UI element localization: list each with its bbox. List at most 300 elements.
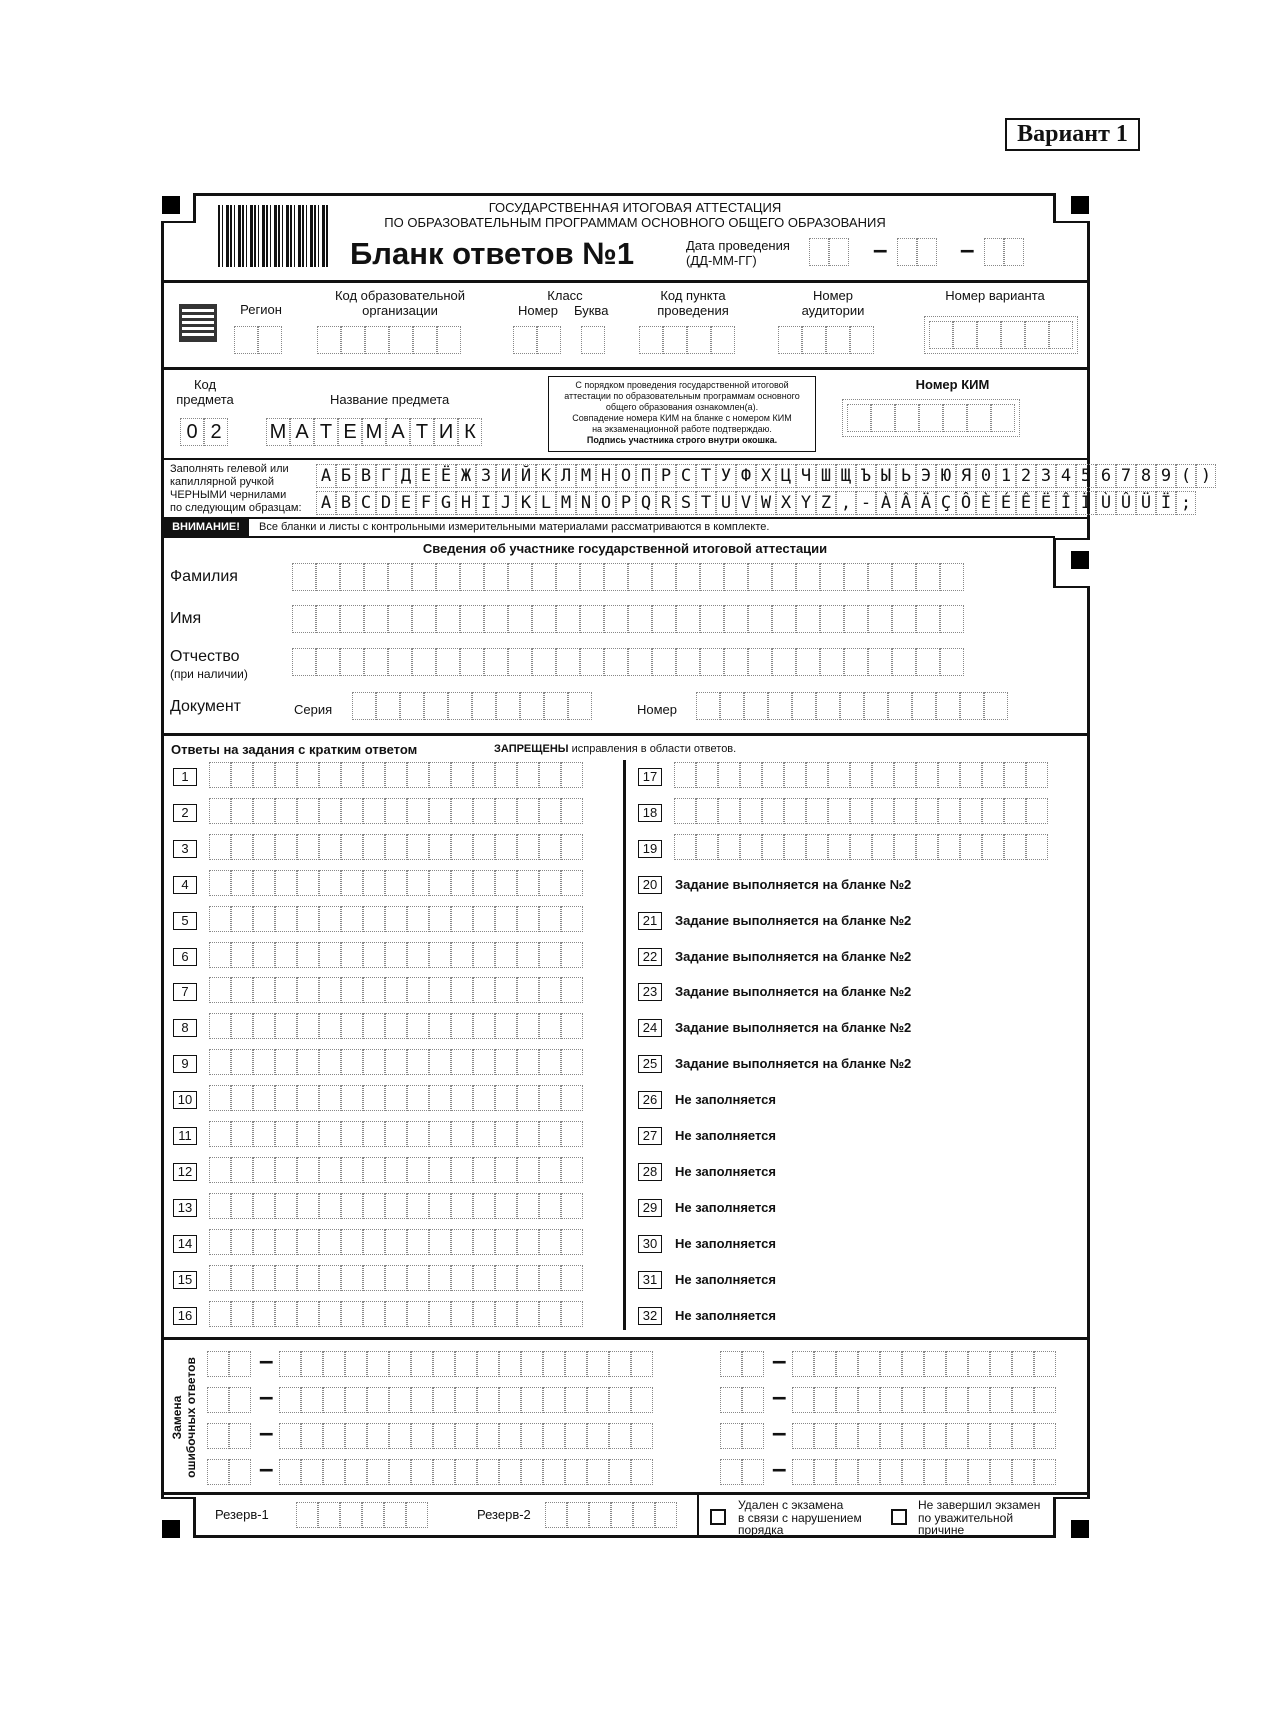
answer-cell[interactable] (1004, 762, 1026, 788)
replace-answer-cell[interactable] (836, 1459, 858, 1485)
answer-cell[interactable] (539, 762, 561, 788)
replace-task-cell[interactable] (742, 1423, 764, 1449)
replace-answer-cell[interactable] (279, 1351, 301, 1377)
answer-cells[interactable] (209, 977, 583, 1003)
answer-cell[interactable] (385, 1265, 407, 1291)
answer-cell[interactable] (231, 1157, 253, 1183)
answer-cell[interactable] (297, 1013, 319, 1039)
answer-cell[interactable] (429, 1049, 451, 1075)
answer-cell[interactable] (696, 762, 718, 788)
replace-answer-cell[interactable] (565, 1459, 587, 1485)
patronymic-cell[interactable] (364, 648, 388, 676)
replace-answer-cell[interactable] (814, 1423, 836, 1449)
reserve2-cell[interactable] (545, 1502, 567, 1528)
answer-cell[interactable] (275, 1229, 297, 1255)
answer-cell[interactable] (209, 1301, 231, 1327)
answer-cell[interactable] (341, 1121, 363, 1147)
replace-answer-cell[interactable] (543, 1423, 565, 1449)
answer-cells[interactable] (209, 762, 583, 788)
answer-cell[interactable] (231, 1229, 253, 1255)
auditorium-cells[interactable] (778, 326, 874, 354)
answer-cell[interactable] (674, 834, 696, 860)
reserve1-cell[interactable] (296, 1502, 318, 1528)
replace-task-cells[interactable] (720, 1423, 764, 1449)
answer-cell[interactable] (407, 1121, 429, 1147)
answer-cell[interactable] (495, 1085, 517, 1111)
replace-answer-cell[interactable] (946, 1387, 968, 1413)
name-cell[interactable] (292, 605, 316, 633)
replace-answer-cell[interactable] (902, 1351, 924, 1377)
answer-cell[interactable] (253, 870, 275, 896)
patronymic-cell[interactable] (892, 648, 916, 676)
replace-answer-cell[interactable] (367, 1459, 389, 1485)
answer-cell[interactable] (495, 1013, 517, 1039)
answer-cell[interactable] (341, 977, 363, 1003)
answer-cell[interactable] (297, 1157, 319, 1183)
replace-answer-cell[interactable] (521, 1351, 543, 1377)
replace-answer-cell[interactable] (279, 1387, 301, 1413)
replace-answer-cells[interactable] (792, 1459, 1056, 1485)
name-cell[interactable] (868, 605, 892, 633)
replace-answer-cells[interactable] (792, 1423, 1056, 1449)
answer-cells[interactable] (209, 1301, 583, 1327)
answer-cell[interactable] (253, 1121, 275, 1147)
reserve2-cell[interactable] (611, 1502, 633, 1528)
name-cell[interactable] (796, 605, 820, 633)
replace-answer-cell[interactable] (565, 1423, 587, 1449)
patronymic-cell[interactable] (484, 648, 508, 676)
name-cell[interactable] (508, 605, 532, 633)
answer-cell[interactable] (539, 1013, 561, 1039)
name-cell[interactable] (436, 605, 460, 633)
answer-cells[interactable] (209, 1013, 583, 1039)
surname-cell[interactable] (700, 563, 724, 591)
answer-cell[interactable] (429, 1301, 451, 1327)
replace-answer-cell[interactable] (521, 1459, 543, 1485)
name-cell[interactable] (772, 605, 796, 633)
answer-cell[interactable] (960, 798, 982, 824)
replace-answer-cell[interactable] (455, 1387, 477, 1413)
surname-cell[interactable] (868, 563, 892, 591)
answer-cell[interactable] (451, 1085, 473, 1111)
answer-cell[interactable] (828, 798, 850, 824)
answer-cell[interactable] (275, 977, 297, 1003)
surname-cell[interactable] (748, 563, 772, 591)
answer-cell[interactable] (253, 798, 275, 824)
answer-cells[interactable] (209, 906, 583, 932)
answer-cell[interactable] (429, 1013, 451, 1039)
replace-answer-cell[interactable] (902, 1387, 924, 1413)
answer-cell[interactable] (473, 1229, 495, 1255)
replace-answer-cell[interactable] (1012, 1423, 1034, 1449)
answer-cell[interactable] (297, 834, 319, 860)
replace-answer-cell[interactable] (792, 1351, 814, 1377)
doc-number-cell[interactable] (720, 692, 744, 720)
patronymic-cell[interactable] (796, 648, 820, 676)
answer-cell[interactable] (253, 977, 275, 1003)
answer-cell[interactable] (297, 1121, 319, 1147)
answer-cell[interactable] (209, 870, 231, 896)
answer-cell[interactable] (850, 834, 872, 860)
patronymic-cell[interactable] (940, 648, 964, 676)
replace-answer-cell[interactable] (389, 1387, 411, 1413)
answer-cell[interactable] (517, 870, 539, 896)
series-cell[interactable] (544, 692, 568, 720)
replace-answer-cell[interactable] (521, 1387, 543, 1413)
answer-cell[interactable] (275, 1193, 297, 1219)
replace-answer-cell[interactable] (902, 1459, 924, 1485)
doc-number-cell[interactable] (888, 692, 912, 720)
replace-task-cell[interactable] (229, 1423, 251, 1449)
replace-task-cell[interactable] (207, 1387, 229, 1413)
answer-cell[interactable] (363, 977, 385, 1003)
answer-cell[interactable] (561, 762, 583, 788)
answer-cell[interactable] (341, 942, 363, 968)
replace-answer-cell[interactable] (631, 1423, 653, 1449)
replace-answer-cell[interactable] (924, 1351, 946, 1377)
answer-cell[interactable] (674, 762, 696, 788)
answer-cell[interactable] (894, 762, 916, 788)
answer-cell[interactable] (718, 834, 740, 860)
replace-answer-cell[interactable] (1012, 1459, 1034, 1485)
replace-answer-cell[interactable] (858, 1387, 880, 1413)
replace-answer-cell[interactable] (1034, 1387, 1056, 1413)
replace-answer-cell[interactable] (836, 1351, 858, 1377)
patronymic-cell[interactable] (916, 648, 940, 676)
answer-cell[interactable] (451, 762, 473, 788)
surname-cell[interactable] (628, 563, 652, 591)
series-cell[interactable] (520, 692, 544, 720)
answer-cell[interactable] (561, 1193, 583, 1219)
answer-cell[interactable] (275, 798, 297, 824)
answer-cell[interactable] (209, 1265, 231, 1291)
name-cell[interactable] (652, 605, 676, 633)
surname-cell[interactable] (940, 563, 964, 591)
replace-answer-cell[interactable] (323, 1423, 345, 1449)
answer-cell[interactable] (473, 1049, 495, 1075)
answer-cell[interactable] (806, 762, 828, 788)
surname-cell[interactable] (580, 563, 604, 591)
answer-cell[interactable] (341, 798, 363, 824)
reserve1-cells[interactable] (296, 1502, 428, 1528)
region-cells[interactable] (234, 326, 282, 354)
series-cell[interactable] (472, 692, 496, 720)
answer-cell[interactable] (718, 762, 740, 788)
patronymic-cell[interactable] (724, 648, 748, 676)
surname-cells[interactable] (292, 563, 964, 591)
answer-cell[interactable] (385, 834, 407, 860)
answer-cell[interactable] (561, 1121, 583, 1147)
replace-answer-cell[interactable] (1034, 1423, 1056, 1449)
answer-cell[interactable] (539, 1121, 561, 1147)
patronymic-cell[interactable] (868, 648, 892, 676)
name-cell[interactable] (364, 605, 388, 633)
replace-answer-cell[interactable] (968, 1459, 990, 1485)
replace-answer-cell[interactable] (499, 1387, 521, 1413)
answer-cell[interactable] (209, 834, 231, 860)
patronymic-cell[interactable] (412, 648, 436, 676)
replace-task-cells[interactable] (720, 1351, 764, 1377)
answer-cell[interactable] (429, 906, 451, 932)
answer-cell[interactable] (674, 798, 696, 824)
replace-answer-cell[interactable] (836, 1387, 858, 1413)
doc-number-cell[interactable] (744, 692, 768, 720)
replace-answer-cell[interactable] (858, 1351, 880, 1377)
answer-cell[interactable] (275, 1013, 297, 1039)
answer-cells[interactable] (209, 942, 583, 968)
answer-cell[interactable] (363, 1157, 385, 1183)
answer-cell[interactable] (539, 1229, 561, 1255)
answer-cell[interactable] (451, 834, 473, 860)
name-cell[interactable] (700, 605, 724, 633)
answer-cells[interactable] (209, 798, 583, 824)
answer-cell[interactable] (407, 1085, 429, 1111)
answer-cell[interactable] (231, 1121, 253, 1147)
patronymic-cell[interactable] (844, 648, 868, 676)
answer-cell[interactable] (473, 1193, 495, 1219)
name-cell[interactable] (916, 605, 940, 633)
patronymic-cell[interactable] (508, 648, 532, 676)
answer-cell[interactable] (319, 762, 341, 788)
replace-task-cell[interactable] (720, 1351, 742, 1377)
replace-answer-cell[interactable] (946, 1459, 968, 1485)
replace-answer-cell[interactable] (990, 1351, 1012, 1377)
answer-cell[interactable] (407, 1265, 429, 1291)
answer-cell[interactable] (253, 1301, 275, 1327)
answer-cell[interactable] (253, 942, 275, 968)
answer-cell[interactable] (231, 762, 253, 788)
answer-cell[interactable] (319, 1013, 341, 1039)
answer-cell[interactable] (894, 834, 916, 860)
replace-task-cell[interactable] (742, 1387, 764, 1413)
doc-number-cells[interactable] (696, 692, 1008, 720)
doc-number-cell[interactable] (792, 692, 816, 720)
surname-cell[interactable] (676, 563, 700, 591)
surname-cell[interactable] (796, 563, 820, 591)
answer-cell[interactable] (209, 1085, 231, 1111)
answer-cell[interactable] (517, 977, 539, 1003)
answer-cell[interactable] (539, 942, 561, 968)
doc-number-cell[interactable] (816, 692, 840, 720)
answer-cell[interactable] (517, 906, 539, 932)
patronymic-cell[interactable] (676, 648, 700, 676)
answer-cell[interactable] (253, 1193, 275, 1219)
replace-answer-cells[interactable] (279, 1423, 653, 1449)
answer-cell[interactable] (1004, 798, 1026, 824)
date-month-cells[interactable] (897, 238, 937, 266)
answer-cell[interactable] (341, 906, 363, 932)
patronymic-cell[interactable] (628, 648, 652, 676)
answer-cell[interactable] (429, 1193, 451, 1219)
answer-cell[interactable] (473, 1301, 495, 1327)
answer-cell[interactable] (451, 1121, 473, 1147)
answer-cell[interactable] (319, 906, 341, 932)
reserve1-cell[interactable] (406, 1502, 428, 1528)
answer-cell[interactable] (517, 1193, 539, 1219)
answer-cell[interactable] (341, 1193, 363, 1219)
answer-cell[interactable] (297, 798, 319, 824)
answer-cell[interactable] (872, 834, 894, 860)
answer-cell[interactable] (297, 1301, 319, 1327)
replace-answer-cell[interactable] (631, 1387, 653, 1413)
replace-answer-cell[interactable] (968, 1387, 990, 1413)
replace-task-cell[interactable] (720, 1423, 742, 1449)
answer-cell[interactable] (960, 834, 982, 860)
surname-cell[interactable] (916, 563, 940, 591)
replace-answer-cell[interactable] (433, 1423, 455, 1449)
patronymic-cell[interactable] (604, 648, 628, 676)
answer-cell[interactable] (407, 1301, 429, 1327)
replace-answer-cell[interactable] (814, 1459, 836, 1485)
answer-cell[interactable] (275, 762, 297, 788)
name-cell[interactable] (556, 605, 580, 633)
replace-answer-cell[interactable] (543, 1387, 565, 1413)
answer-cell[interactable] (473, 942, 495, 968)
answer-cell[interactable] (960, 762, 982, 788)
answer-cell[interactable] (363, 1013, 385, 1039)
answer-cell[interactable] (385, 870, 407, 896)
answer-cell[interactable] (275, 942, 297, 968)
name-cell[interactable] (388, 605, 412, 633)
name-cells[interactable] (292, 605, 964, 633)
reserve1-cell[interactable] (340, 1502, 362, 1528)
doc-number-cell[interactable] (696, 692, 720, 720)
replace-answer-cell[interactable] (631, 1459, 653, 1485)
answer-cell[interactable] (363, 1049, 385, 1075)
point-code-cells[interactable] (639, 326, 735, 354)
answer-cell[interactable] (495, 1049, 517, 1075)
answer-cell[interactable] (872, 762, 894, 788)
replace-answer-cell[interactable] (301, 1459, 323, 1485)
answer-cell[interactable] (231, 870, 253, 896)
patronymic-cell[interactable] (532, 648, 556, 676)
surname-cell[interactable] (292, 563, 316, 591)
answer-cell[interactable] (385, 1121, 407, 1147)
answer-cell[interactable] (517, 1121, 539, 1147)
replace-answer-cell[interactable] (880, 1423, 902, 1449)
kim-consent-box[interactable] (548, 376, 816, 452)
answer-cell[interactable] (429, 977, 451, 1003)
answer-cell[interactable] (561, 1085, 583, 1111)
patronymic-cell[interactable] (772, 648, 796, 676)
doc-number-cell[interactable] (984, 692, 1008, 720)
surname-cell[interactable] (340, 563, 364, 591)
answer-cell[interactable] (451, 1229, 473, 1255)
answer-cell[interactable] (407, 870, 429, 896)
replace-answer-cell[interactable] (990, 1459, 1012, 1485)
replace-answer-cell[interactable] (990, 1387, 1012, 1413)
reserve2-cell[interactable] (633, 1502, 655, 1528)
subject-name-cells[interactable] (266, 418, 482, 446)
answer-cell[interactable] (209, 1157, 231, 1183)
doc-number-cell[interactable] (768, 692, 792, 720)
answer-cell[interactable] (385, 906, 407, 932)
name-cell[interactable] (940, 605, 964, 633)
name-cell[interactable] (628, 605, 652, 633)
replace-answer-cell[interactable] (858, 1459, 880, 1485)
series-cell[interactable] (424, 692, 448, 720)
replace-answer-cell[interactable] (323, 1351, 345, 1377)
answer-cell[interactable] (319, 1301, 341, 1327)
answer-cell[interactable] (495, 942, 517, 968)
surname-cell[interactable] (316, 563, 340, 591)
series-cell[interactable] (448, 692, 472, 720)
answer-cell[interactable] (916, 834, 938, 860)
answer-cell[interactable] (275, 1301, 297, 1327)
surname-cell[interactable] (652, 563, 676, 591)
replace-answer-cell[interactable] (477, 1459, 499, 1485)
replace-answer-cell[interactable] (792, 1423, 814, 1449)
replace-answer-cell[interactable] (1012, 1387, 1034, 1413)
replace-answer-cell[interactable] (587, 1351, 609, 1377)
answer-cell[interactable] (451, 1013, 473, 1039)
answer-cell[interactable] (319, 870, 341, 896)
replace-answer-cell[interactable] (587, 1387, 609, 1413)
answer-cell[interactable] (517, 1265, 539, 1291)
answer-cell[interactable] (429, 1229, 451, 1255)
answer-cell[interactable] (407, 1157, 429, 1183)
answer-cell[interactable] (231, 798, 253, 824)
answer-cell[interactable] (696, 834, 718, 860)
replace-answer-cell[interactable] (477, 1387, 499, 1413)
answer-cell[interactable] (473, 1157, 495, 1183)
answer-cell[interactable] (363, 870, 385, 896)
answer-cell[interactable] (385, 1049, 407, 1075)
answer-cell[interactable] (982, 762, 1004, 788)
answer-cell[interactable] (253, 762, 275, 788)
answer-cells[interactable] (209, 1229, 583, 1255)
replace-answer-cell[interactable] (323, 1387, 345, 1413)
answer-cell[interactable] (275, 1121, 297, 1147)
answer-cell[interactable] (561, 1157, 583, 1183)
answer-cell[interactable] (1026, 834, 1048, 860)
answer-cell[interactable] (253, 906, 275, 932)
answer-cell[interactable] (1026, 798, 1048, 824)
date-year-cells[interactable] (984, 238, 1024, 266)
answer-cell[interactable] (517, 762, 539, 788)
replace-answer-cell[interactable] (367, 1423, 389, 1449)
replace-answer-cell[interactable] (499, 1459, 521, 1485)
name-cell[interactable] (532, 605, 556, 633)
answer-cell[interactable] (407, 762, 429, 788)
replace-answer-cell[interactable] (968, 1423, 990, 1449)
answer-cell[interactable] (561, 942, 583, 968)
answer-cell[interactable] (385, 798, 407, 824)
answer-cell[interactable] (517, 1013, 539, 1039)
series-cell[interactable] (568, 692, 592, 720)
answer-cell[interactable] (429, 942, 451, 968)
answer-cell[interactable] (385, 762, 407, 788)
answer-cells[interactable] (209, 1157, 583, 1183)
answer-cell[interactable] (451, 1301, 473, 1327)
answer-cell[interactable] (209, 1229, 231, 1255)
answer-cell[interactable] (363, 942, 385, 968)
answer-cell[interactable] (451, 977, 473, 1003)
replace-answer-cell[interactable] (880, 1351, 902, 1377)
answer-cell[interactable] (297, 942, 319, 968)
replace-answer-cell[interactable] (609, 1351, 631, 1377)
answer-cell[interactable] (762, 798, 784, 824)
replace-task-cell[interactable] (207, 1351, 229, 1377)
replace-answer-cell[interactable] (587, 1423, 609, 1449)
replace-answer-cell[interactable] (433, 1387, 455, 1413)
reserve2-cells[interactable] (545, 1502, 677, 1528)
answer-cell[interactable] (784, 834, 806, 860)
patronymic-cell[interactable] (388, 648, 412, 676)
subject-code-cells[interactable] (180, 418, 228, 446)
reserve1-cell[interactable] (318, 1502, 340, 1528)
reserve2-cell[interactable] (655, 1502, 677, 1528)
